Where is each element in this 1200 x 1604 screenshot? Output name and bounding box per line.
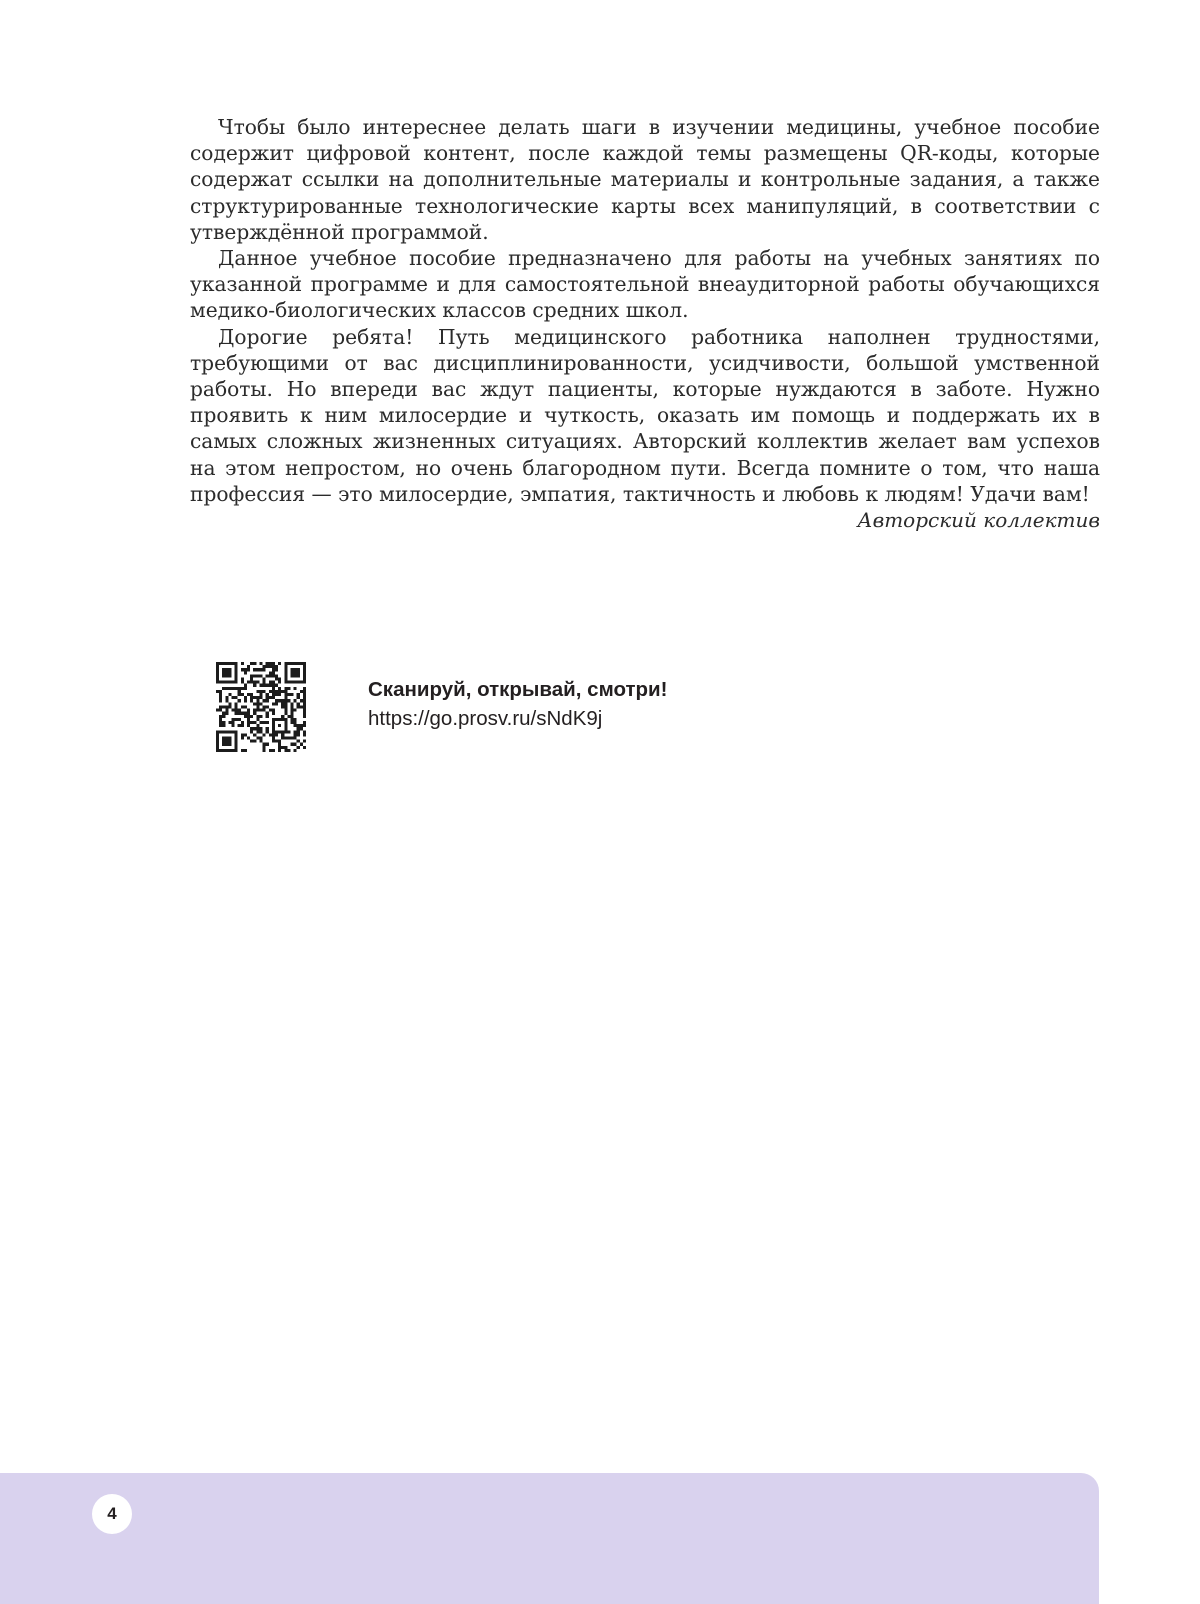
paragraph-address-students: Дорогие ребята! Путь медицинского работника наполнен трудностями, требующими от вас дисциплинированности, усидчивости, большой умственной работы. Но впереди вас ждут пациенты, которые нуждаются в заботе. Нужно проявить к ним милосердие и чуткость, оказать им помощь и поддержать их в самых сложных жизненных ситуациях. Авторский коллектив желает вам успехов на этом непростом, но очень благородном пути. Всегда помните о том, что наша профессия — это милосердие, эмпатия, тактичность и любовь к людям! Удачи вам! (190, 324, 1100, 506)
qr-code-icon[interactable] (216, 662, 306, 752)
qr-title: Сканируй, открывай, смотри! (368, 678, 668, 701)
paragraph-digital-content: Чтобы было интереснее делать шаги в изучении медицины, учебное пособие содержит цифровой контент, после каждой темы размещены QR-коды, которые содержат ссылки на дополнительные материалы и контрольные задания, а также структурированные технологические карты всех манипуляций, в соответствии с утверждённой программой. (190, 115, 1100, 244)
footer-band (0, 1473, 1099, 1604)
qr-caption (368, 676, 667, 734)
paragraph-purpose: Данное учебное пособие предназначено для работы на учебных занятиях по указанной программе и для самостоятельной внеаудиторной работы обучающихся медико-биологических классов средних школ. (190, 246, 1100, 323)
qr-link[interactable]: https://go.prosv.ru/sNdK9j (368, 707, 603, 730)
main-text (190, 114, 1100, 507)
page-number: 4 (92, 1494, 132, 1534)
author-signature: Авторский коллектив (857, 508, 1100, 532)
